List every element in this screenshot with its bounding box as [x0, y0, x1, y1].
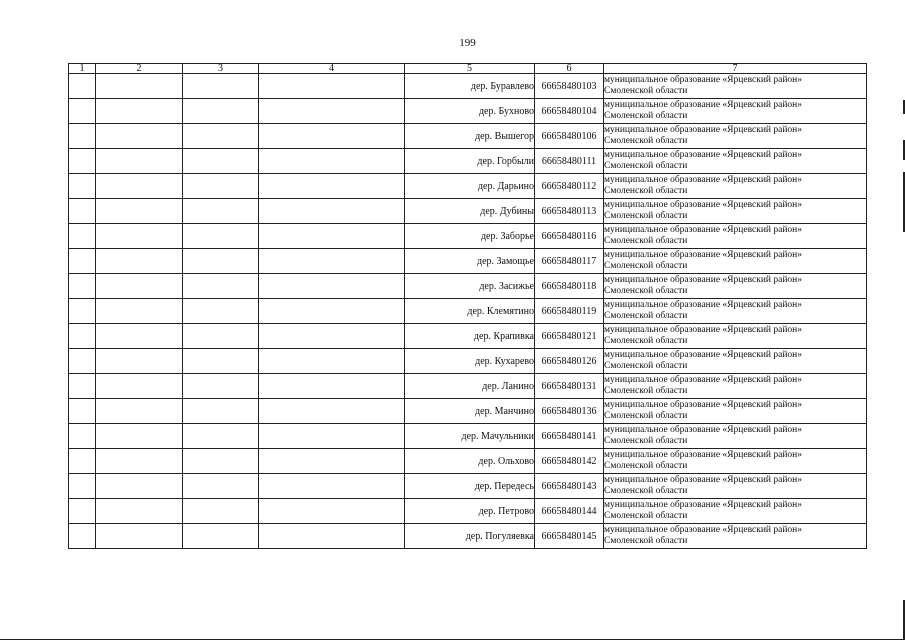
empty-cell [96, 349, 183, 374]
oktmo-code-cell: 66658480118 [535, 274, 604, 299]
owner-line-1: муниципальное образование «Ярцевский район» [604, 375, 803, 385]
empty-cell [69, 374, 96, 399]
empty-cell [69, 249, 96, 274]
empty-cell [183, 299, 259, 324]
table-row [69, 199, 867, 224]
empty-cell [183, 99, 259, 124]
empty-cell [259, 449, 405, 474]
owner-line-1: муниципальное образование «Ярцевский район» [604, 325, 803, 335]
owner-line-2: Смоленской области [604, 361, 688, 371]
owner-cell [604, 349, 867, 374]
owner-cell [604, 424, 867, 449]
empty-cell [183, 199, 259, 224]
table-row [69, 349, 867, 374]
owner-line-1: муниципальное образование «Ярцевский район» [604, 300, 803, 310]
owner-line-2: Смоленской области [604, 211, 688, 221]
table-row [69, 124, 867, 149]
empty-cell [183, 424, 259, 449]
empty-cell [259, 124, 405, 149]
owner-cell [604, 474, 867, 499]
column-header: 5 [405, 64, 535, 74]
owner-line-2: Смоленской области [604, 311, 688, 321]
oktmo-code-cell: 66658480104 [535, 99, 604, 124]
owner-line-1: муниципальное образование «Ярцевский район» [604, 150, 803, 160]
table-row [69, 99, 867, 124]
oktmo-code-cell: 66658480119 [535, 299, 604, 324]
owner-cell [604, 249, 867, 274]
owner-line-1: муниципальное образование «Ярцевский район» [604, 350, 803, 360]
owner-cell [604, 449, 867, 474]
owner-cell [604, 324, 867, 349]
owner-cell [604, 524, 867, 549]
oktmo-code-cell: 66658480145 [535, 524, 604, 549]
empty-cell [259, 224, 405, 249]
empty-cell [96, 199, 183, 224]
settlement-name-cell: дер. Манчино [405, 399, 535, 424]
empty-cell [96, 374, 183, 399]
oktmo-code-cell: 66658480144 [535, 499, 604, 524]
oktmo-code-cell: 66658480117 [535, 249, 604, 274]
owner-line-1: муниципальное образование «Ярцевский район» [604, 125, 803, 135]
empty-cell [183, 474, 259, 499]
empty-cell [259, 524, 405, 549]
empty-cell [259, 149, 405, 174]
empty-cell [96, 449, 183, 474]
empty-cell [183, 324, 259, 349]
owner-line-1: муниципальное образование «Ярцевский район» [604, 425, 803, 435]
owner-cell [604, 199, 867, 224]
empty-cell [69, 299, 96, 324]
owner-line-2: Смоленской области [604, 486, 688, 496]
owner-cell [604, 224, 867, 249]
empty-cell [183, 124, 259, 149]
empty-cell [69, 424, 96, 449]
oktmo-code-cell: 66658480103 [535, 74, 604, 99]
table-row [69, 499, 867, 524]
empty-cell [96, 274, 183, 299]
owner-line-1: муниципальное образование «Ярцевский район» [604, 75, 803, 85]
owner-line-2: Смоленской области [604, 161, 688, 171]
oktmo-code-cell: 66658480106 [535, 124, 604, 149]
owner-line-1: муниципальное образование «Ярцевский район» [604, 100, 803, 110]
empty-cell [96, 99, 183, 124]
owner-line-2: Смоленской области [604, 236, 688, 246]
empty-cell [259, 274, 405, 299]
owner-line-1: муниципальное образование «Ярцевский район» [604, 475, 803, 485]
empty-cell [183, 374, 259, 399]
table-row [69, 324, 867, 349]
owner-line-2: Смоленской области [604, 336, 688, 346]
table-row [69, 524, 867, 549]
empty-cell [96, 149, 183, 174]
settlement-name-cell: дер. Ольхово [405, 449, 535, 474]
table-row [69, 274, 867, 299]
owner-line-1: муниципальное образование «Ярцевский район» [604, 525, 803, 535]
table-row [69, 424, 867, 449]
owner-line-1: муниципальное образование «Ярцевский район» [604, 175, 803, 185]
empty-cell [183, 224, 259, 249]
empty-cell [69, 74, 96, 99]
empty-cell [183, 174, 259, 199]
empty-cell [69, 174, 96, 199]
header-row [69, 64, 867, 74]
empty-cell [96, 224, 183, 249]
settlement-name-cell: дер. Горбыли [405, 149, 535, 174]
empty-cell [96, 474, 183, 499]
empty-cell [69, 449, 96, 474]
owner-cell [604, 174, 867, 199]
empty-cell [259, 174, 405, 199]
owner-line-2: Смоленской области [604, 511, 688, 521]
owner-line-2: Смоленской области [604, 386, 688, 396]
owner-line-2: Смоленской области [604, 86, 688, 96]
empty-cell [69, 274, 96, 299]
table-row [69, 149, 867, 174]
empty-cell [183, 449, 259, 474]
empty-cell [259, 324, 405, 349]
empty-cell [183, 274, 259, 299]
oktmo-code-cell: 66658480131 [535, 374, 604, 399]
owner-cell [604, 99, 867, 124]
empty-cell [69, 99, 96, 124]
table-row [69, 74, 867, 99]
column-header: 7 [604, 64, 867, 74]
owner-line-2: Смоленской области [604, 136, 688, 146]
table-row [69, 299, 867, 324]
table-row [69, 474, 867, 499]
empty-cell [259, 399, 405, 424]
empty-cell [96, 124, 183, 149]
settlement-name-cell: дер. Погуляевка [405, 524, 535, 549]
oktmo-code-cell: 66658480112 [535, 174, 604, 199]
empty-cell [96, 324, 183, 349]
empty-cell [96, 424, 183, 449]
empty-cell [183, 249, 259, 274]
settlement-name-cell: дер. Передесь [405, 474, 535, 499]
owner-line-2: Смоленской области [604, 261, 688, 271]
owner-cell [604, 499, 867, 524]
settlement-name-cell: дер. Бухново [405, 99, 535, 124]
empty-cell [96, 299, 183, 324]
owner-cell [604, 274, 867, 299]
empty-cell [69, 124, 96, 149]
settlement-name-cell: дер. Кухарево [405, 349, 535, 374]
oktmo-code-cell: 66658480136 [535, 399, 604, 424]
empty-cell [183, 149, 259, 174]
empty-cell [96, 524, 183, 549]
column-header: 3 [183, 64, 259, 74]
empty-cell [69, 524, 96, 549]
settlement-name-cell: дер. Мачульники [405, 424, 535, 449]
owner-line-2: Смоленской области [604, 186, 688, 196]
column-header: 1 [69, 64, 96, 74]
settlement-name-cell: дер. Петрово [405, 499, 535, 524]
table-body [69, 74, 867, 549]
table-row [69, 399, 867, 424]
empty-cell [69, 349, 96, 374]
empty-cell [69, 199, 96, 224]
owner-cell [604, 74, 867, 99]
table-row [69, 249, 867, 274]
empty-cell [183, 499, 259, 524]
oktmo-code-cell: 66658480142 [535, 449, 604, 474]
empty-cell [69, 149, 96, 174]
empty-cell [69, 474, 96, 499]
empty-cell [69, 324, 96, 349]
empty-cell [183, 74, 259, 99]
empty-cell [96, 249, 183, 274]
owner-line-2: Смоленской области [604, 461, 688, 471]
owner-line-1: муниципальное образование «Ярцевский район» [604, 250, 803, 260]
empty-cell [96, 399, 183, 424]
oktmo-code-cell: 66658480126 [535, 349, 604, 374]
settlement-name-cell: дер. Дарьино [405, 174, 535, 199]
empty-cell [69, 499, 96, 524]
page-number: 199 [459, 37, 476, 49]
settlement-name-cell: дер. Заборье [405, 224, 535, 249]
owner-line-2: Смоленской области [604, 436, 688, 446]
oktmo-code-cell: 66658480143 [535, 474, 604, 499]
column-header: 4 [259, 64, 405, 74]
owner-cell [604, 149, 867, 174]
empty-cell [96, 174, 183, 199]
settlement-name-cell: дер. Буравлево [405, 74, 535, 99]
column-header: 2 [96, 64, 183, 74]
owner-line-2: Смоленской области [604, 111, 688, 121]
owner-line-1: муниципальное образование «Ярцевский район» [604, 200, 803, 210]
owner-cell [604, 374, 867, 399]
empty-cell [69, 224, 96, 249]
settlement-name-cell: дер. Засижье [405, 274, 535, 299]
oktmo-code-cell: 66658480111 [535, 149, 604, 174]
empty-cell [259, 74, 405, 99]
owner-line-1: муниципальное образование «Ярцевский район» [604, 400, 803, 410]
empty-cell [259, 249, 405, 274]
settlement-name-cell: дер. Замощье [405, 249, 535, 274]
table-row [69, 224, 867, 249]
registry-table [68, 63, 867, 549]
owner-line-1: муниципальное образование «Ярцевский район» [604, 500, 803, 510]
empty-cell [96, 74, 183, 99]
table-row [69, 374, 867, 399]
owner-line-2: Смоленской области [604, 286, 688, 296]
empty-cell [183, 399, 259, 424]
column-header: 6 [535, 64, 604, 74]
settlement-name-cell: дер. Дубины [405, 199, 535, 224]
empty-cell [259, 424, 405, 449]
owner-line-1: муниципальное образование «Ярцевский район» [604, 450, 803, 460]
settlement-name-cell: дер. Вышегор [405, 124, 535, 149]
empty-cell [183, 524, 259, 549]
empty-cell [96, 499, 183, 524]
empty-cell [69, 399, 96, 424]
table-row [69, 174, 867, 199]
table-row [69, 449, 867, 474]
oktmo-code-cell: 66658480141 [535, 424, 604, 449]
oktmo-code-cell: 66658480113 [535, 199, 604, 224]
empty-cell [259, 374, 405, 399]
empty-cell [259, 349, 405, 374]
owner-cell [604, 299, 867, 324]
owner-line-2: Смоленской области [604, 536, 688, 546]
settlement-name-cell: дер. Ланино [405, 374, 535, 399]
empty-cell [259, 299, 405, 324]
empty-cell [259, 474, 405, 499]
owner-line-2: Смоленской области [604, 411, 688, 421]
oktmo-code-cell: 66658480121 [535, 324, 604, 349]
owner-line-1: муниципальное образование «Ярцевский район» [604, 225, 803, 235]
oktmo-code-cell: 66658480116 [535, 224, 604, 249]
empty-cell [259, 199, 405, 224]
empty-cell [259, 499, 405, 524]
owner-cell [604, 124, 867, 149]
settlement-name-cell: дер. Клемятино [405, 299, 535, 324]
empty-cell [259, 99, 405, 124]
settlement-name-cell: дер. Крапивка [405, 324, 535, 349]
empty-cell [183, 349, 259, 374]
owner-line-1: муниципальное образование «Ярцевский район» [604, 275, 803, 285]
owner-cell [604, 399, 867, 424]
